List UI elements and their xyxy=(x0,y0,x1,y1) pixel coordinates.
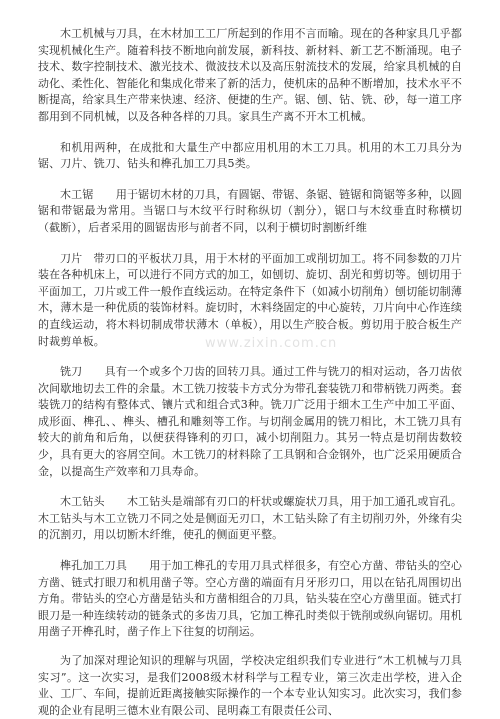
paragraph-mortise-tools: 榫孔加工刀具 用于加工榫孔的专用刀具式样很多，有空心方凿、带钻头的空心方凿、链式打眼刀和机用凿子等。空心方凿的端面有月牙形刃口，用以在钻孔周围切出方角。带钻头的空心方凿是钻头和方凿相组合的刀具，钻头装在空心方凿里面。链式打眼刀是一种连续转动的链条式的多齿刀具，它加工榫孔时类似于铣削或纵向锯切。用机用凿子开榫孔时，凿子作上下往复的切削运。 xyxy=(38,559,462,639)
paragraph-drill-bit: 木工钻头 木工钻头是端部有刃口的杆状或螺旋状刀具，用于加工通孔或盲孔。木工钻头与木工立铣刀不同之处是侧面无刃口，木工钻头除了有主切削刃外，外缘有尖的沉割刃，用以切断木纤维，使孔的侧面更平整。 xyxy=(38,495,462,542)
paragraph-milling-cutter: 铣刀 具有一个或多个刀齿的回转刀具。通过工件与铣刀的相对运动，各刀齿依次间歇地切去工件的余量。木工铣刀按装卡方式分为带孔套装铣刀和带柄铣刀两类。套装铣刀的结构有整体式、镶片式和组合式3种。铣刀广泛用于细木工生产中加工平面、成形面、榫孔、、榫头、槽孔和雕刻等工作。与切削金属用的铣刀相比，木工铣刀具有较大的前角和后角，以便获得锋利的刃口，减小切削阻力。其另一特点是切削齿数较少，具有更大的容屑空间。木工铣刀的材料除了工具钢和合金钢外，也广泛采用硬质合金，以提高生产效率和刀具寿命。 xyxy=(38,365,462,478)
paragraph-internship: 为了加深对理论知识的理解与巩固，学校决定组织我们专业进行“木工机械与刀具实习”。这一次实习，是我们2008级木材科学与工程专业，第三次走出学校，进入企业、工厂、车间，提前近距离接触实际操作的一个本专业认知实习。此次实习，我们参观的企业有昆明三德木业有限公司、昆明森工有限责任公司、 xyxy=(38,654,462,717)
paragraph-woodworking-saw: 木工锯 用于锯切木材的刀具，有圆锯、带锯、条锯、链锯和筒锯等多种，以圆锯和带锯最为常用。当锯口与木纹平行时称纵切（割分），锯口与木纹垂直时称横切（截断），后者采用的圆锯齿形与前者不同，以利于横切时割断纤维 xyxy=(38,187,462,234)
paragraph-blade: 刀片 带刃口的平板状刀具，用于木材的平面加工或削切加工。将不同参数的刀片装在各种机床上，可以进行不同方式的加工，如刨切、旋切、刮光和剪切等。刨切用于平面加工，刀片或工件一般作直线运动。在特定条件下（如减小切削角）刨切能切制薄木，薄木是一种优质的装饰材料。旋切时，木料绕固定的中心旋转，刀片向中心作连续的直线运动，将木料切制成带状薄木（单板），用以生产胶合板。剪切用于胶合板生产时裁剪单板。 xyxy=(38,251,462,348)
watermark: www.zixin.com.cn xyxy=(205,336,338,351)
paragraph-tool-categories: 和机用两种，在成批和大量生产中都应用机用的木工刀具。机用的木工刀具分为锯、刀片、铣刀、钻头和榫孔加工刀具5类。 xyxy=(38,140,462,171)
paragraph-intro: 木工机械与刀具，在木材加工工厂所起到的作用不言而喻。现在的各种家具几乎都实现机械化生产。随着科技不断地向前发展，新科技、新材料、新工艺不断涌现。电子技术、数字控制技术、激光技术、微波技术以及高压射流技术的发展，给家具机械的自动化、柔性化、智能化和集成化带来了新的活力，使机床的品种不断增加，技术水平不断提高，给家具生产带来快速、经济、便捷的生产。锯、刨、钻、铣、砂，每一道工序都用到不同机械，以及各种各样的刀具。家具生产离不开木工机械。 xyxy=(38,27,462,123)
